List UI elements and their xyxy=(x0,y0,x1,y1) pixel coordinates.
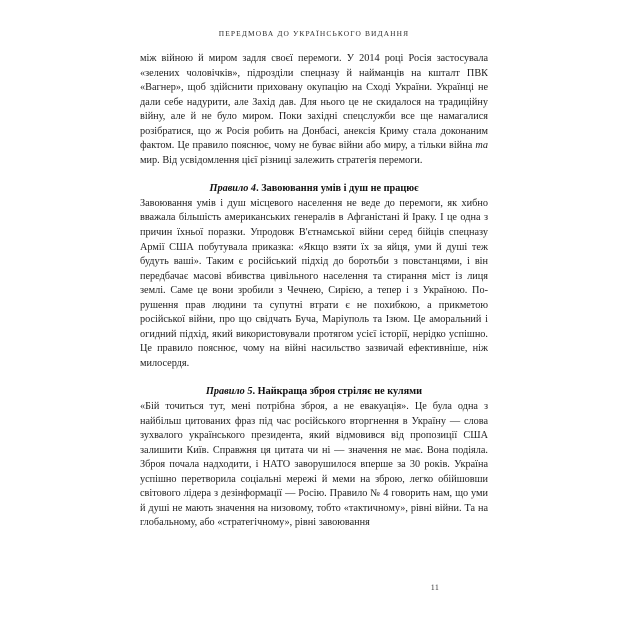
rule-4-number: Правило 4 xyxy=(209,182,257,194)
paragraph-rule-4-body: Завоювання умів і душ місцевого населення не веде до перемоги, як хибно вважала більшість американських генералів в Афганістані й Іраку. І це одна з причин їхньої поразки. Упродовж В'єтнамської війни серед бійців спецназу Армії США побутувала приказка: «Якщо взяти їх за яйця, уми й душі теж будуть ваші». Таким є російський підхід до боротьби з повстанцями, і він передбачає масові вбивства цивільного населення та стирання міст із лиця землі. Саме це вони зробили з Чечнею, Сирією, а тепер і з Україною. Порушення прав людини та супутні втрати є не похибкою, а прикметою російської війни, про що свідчать Буча, Маріуполь та Ізюм. Це аморальний і огидний підхід, який використовували протягом усієї історії, нерідко успішно. Це правило пояснює, чому на війні насильство зазвичай ефективніше, ніж милосердя. xyxy=(140,197,488,369)
page-number: 11 xyxy=(430,583,440,592)
rule-4-separator: . xyxy=(256,182,262,194)
paragraph-1-text: між війною й миром задля своєї перемоги. У 2014 році Росія застосувала «зелених чоловічків», підрозділи спецназу й найманців на кшталт ПВК «Вагнер», щоб здійснити приховану окупацію на Сході України. Українці не дали себе надурити, але Захід дав. Для нього це не скидалося на традиційну війну, але й не було миром. Поки західні спецслужби все ще намагалися розібратися, що ж Росія робить на Донбасі, анексія Криму стала доконаним фактом. Це правило пояснює, чому не буває війни або миру, а тільки війна xyxy=(140,53,488,152)
paragraph-rule-5-body: «Бій точиться тут, мені потрібна зброя, а не евакуація». Це була одна з найбільш цитованих фраз під час російського вторгнення в Україну — слова зухвалого українського президента, який відмовився від пропозиції США залишити Київ. Справжня ця цитата чи ні — значення не має. Вона подіяла. Зброя почала надходити, і НАТО заворушилося вперше за 30 років. Україна успішно перетворила соціальні мережі й меми на зброю, легко обійшовши світового лідера з дезінформації — Росію. Правило № 4 говорить нам, що уми й душі не мають значення на низовому, тобто «тактичному», рівні війни. Та на глобальному, або «стратегічному», рівні завоювання xyxy=(140,401,488,529)
running-head: ПЕРЕДМОВА ДО УКРАЇНСЬКОГО ВИДАННЯ xyxy=(218,29,410,38)
paragraph-1-emphasis: та xyxy=(475,140,488,152)
rule-4-title: Завоювання умів і душ не працює xyxy=(261,182,419,194)
text-block xyxy=(140,52,488,531)
rule-5-number: Правило 5 xyxy=(205,385,253,397)
paragraph-continued xyxy=(140,52,488,168)
rule-5-title: Найкраща зброя стріляє не кулями xyxy=(257,385,423,397)
page-folio xyxy=(0,583,630,592)
paragraph-1-tail: мир. Від усвідомлення цієї різниці залежить стратегія перемоги. xyxy=(140,154,423,166)
rule-5-separator: . xyxy=(252,385,258,397)
rule-5-heading xyxy=(140,371,488,400)
rule-4-heading xyxy=(140,168,488,197)
